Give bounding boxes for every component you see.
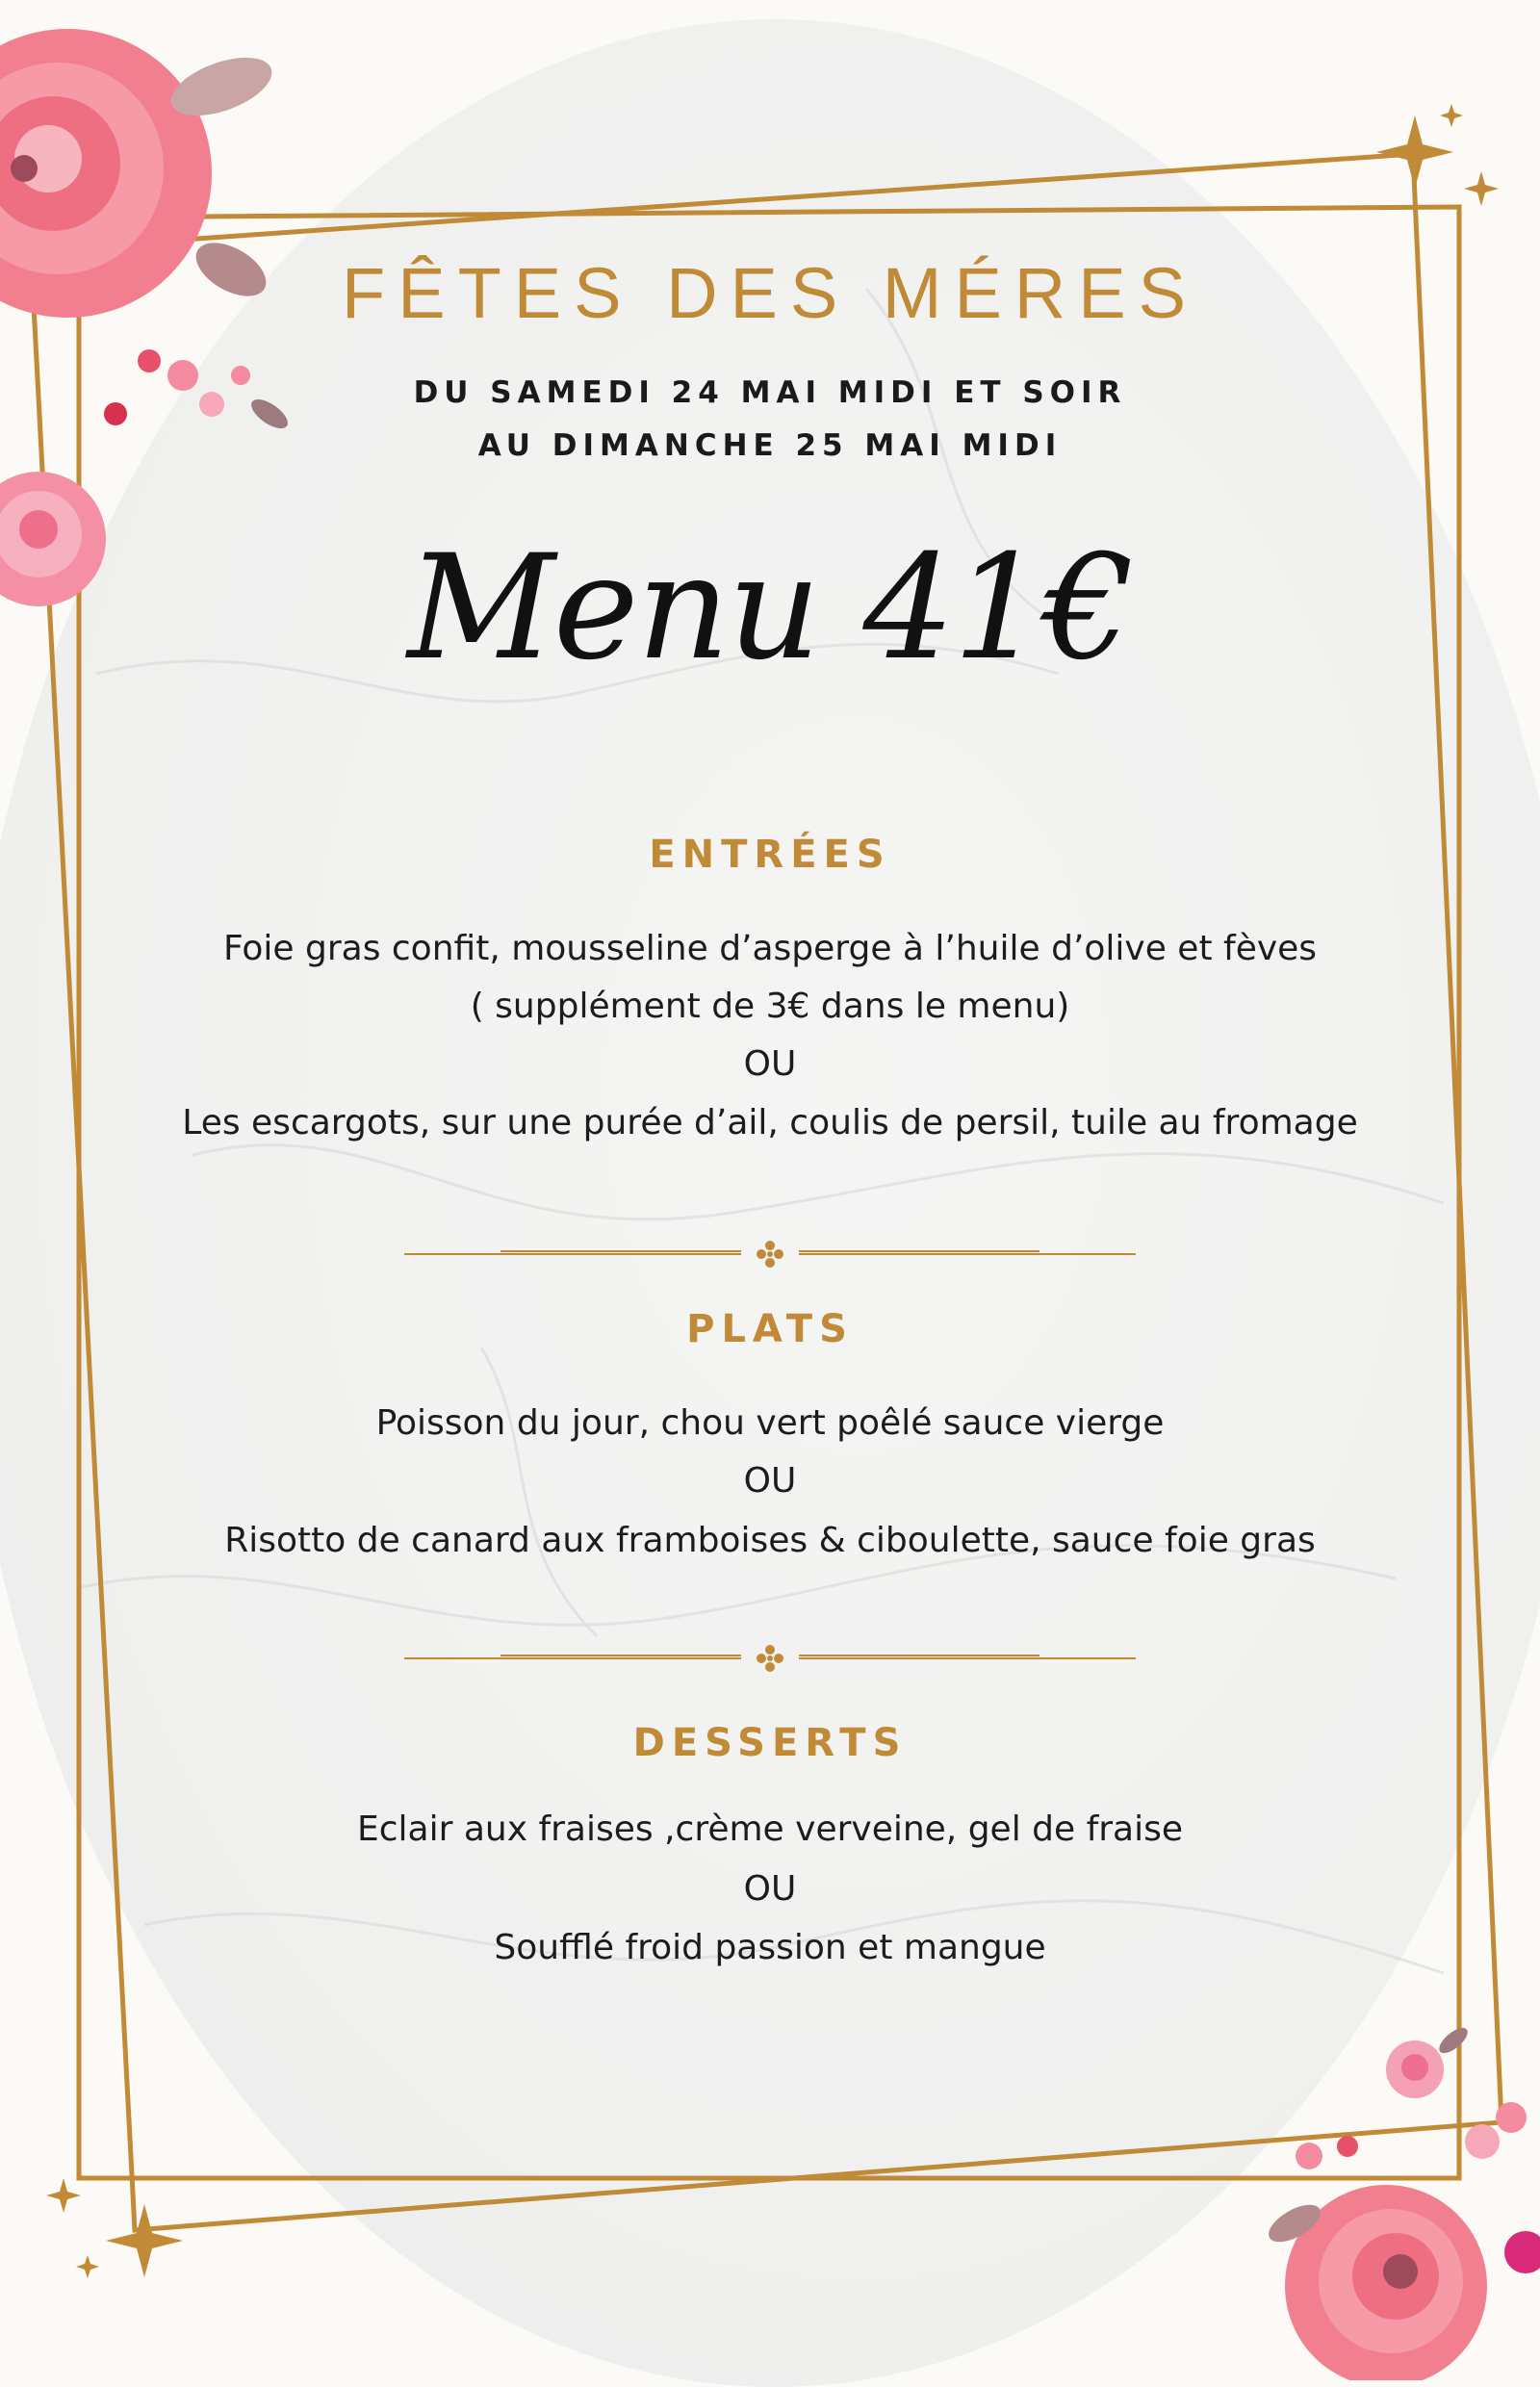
plat-or-separator: OU [743,1461,797,1501]
entree-item-2: Les escargots, sur une purée d’ail, coulis de persil, tuile au fromage [182,1103,1358,1142]
dessert-or-separator: OU [743,1869,797,1909]
menu-price-title: Menu 41€ [407,525,1133,692]
dates-line-2: AU DIMANCHE 25 MAI MIDI [477,428,1063,463]
ornament-divider [404,1240,1136,1269]
plat-item-1: Poisson du jour, chou vert poêlé sauce vierge [375,1403,1165,1443]
ornament-icon [757,1645,783,1672]
entrees-heading: ENTRÉES [649,833,891,877]
page-title: FÊTES DES MÉRES [342,253,1198,333]
dessert-item-1: Eclair aux fraises ,crème verveine, gel de fraise [356,1810,1184,1849]
dates-line-1: DU SAMEDI 24 MAI MIDI ET SOIR [413,375,1127,410]
dessert-item-2: Soufflé froid passion et mangue [494,1928,1046,1967]
entree-or-separator: OU [743,1044,797,1084]
ornament-divider [404,1644,1136,1673]
entree-item-1: Foie gras confit, mousseline d’asperge à l’huile d’olive et fèves [222,929,1318,968]
plat-item-2: Risotto de canard aux framboises & ciboulette, sauce foie gras [224,1521,1316,1560]
entree-item-1-note: ( supplément de 3€ dans le menu) [470,987,1070,1026]
desserts-heading: DESSERTS [632,1721,908,1765]
ornament-icon [757,1241,783,1268]
plats-heading: PLATS [686,1307,854,1351]
